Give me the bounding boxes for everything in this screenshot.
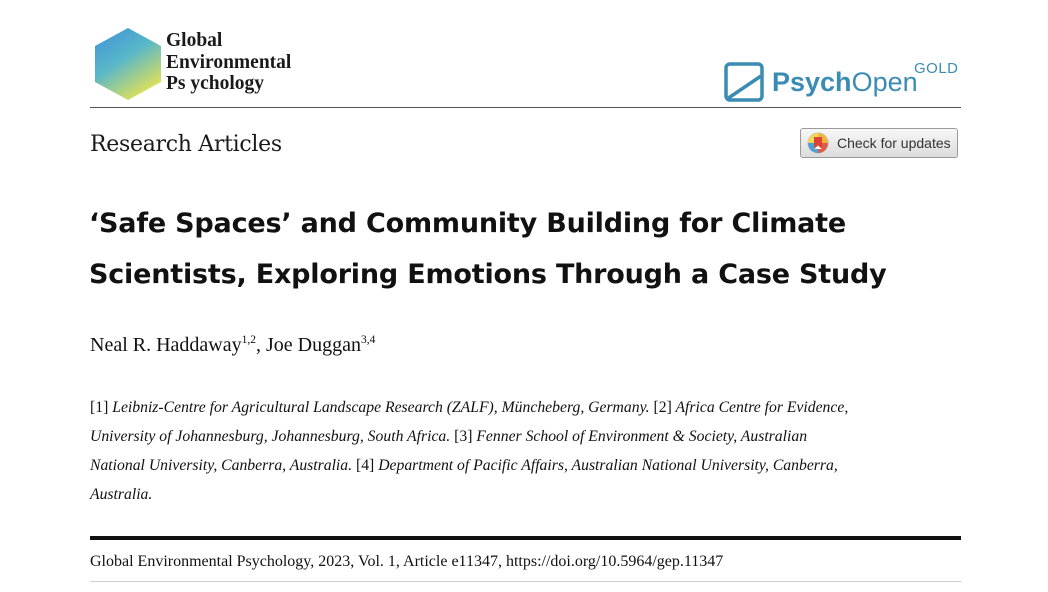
footer-divider <box>90 581 961 582</box>
author-separator: , <box>256 334 266 356</box>
affiliation-line <box>90 480 960 509</box>
affiliation-text: Africa Centre for Evidence, <box>671 399 849 416</box>
article-title-line: Scientists, Exploring Emotions Through a Case Study <box>89 259 887 290</box>
affiliation-text: University of Johannesburg, Johannesburg, South Africa. <box>90 428 455 445</box>
publisher-name-bold: Psych <box>772 67 852 97</box>
author-list <box>90 332 375 361</box>
article-title <box>89 198 969 300</box>
citation-divider <box>90 536 961 540</box>
citation-line <box>90 551 723 573</box>
journal-name-line: Ps ychology <box>166 73 265 94</box>
affiliation-number: [4] <box>355 457 375 474</box>
article-title-line: ‘Safe Spaces’ and Community Building for Climate <box>89 208 846 239</box>
check-for-updates-button[interactable] <box>800 128 958 158</box>
journal-name-line: Global <box>166 30 223 51</box>
affiliation-line <box>90 422 960 451</box>
doi-link[interactable]: https://doi.org/10.5964/gep.11347 <box>505 553 724 570</box>
header-divider <box>90 107 961 108</box>
affiliation-number: [1] <box>90 399 109 416</box>
author-affiliation-ref: 3,4 <box>360 334 376 346</box>
affiliation-text: Australia. <box>90 486 153 503</box>
affiliation-text: National University, Canberra, Australia. <box>90 457 356 474</box>
author-affiliation-ref: 1,2 <box>241 334 256 346</box>
author-name: Joe Duggan <box>266 334 361 356</box>
author-name: Neal R. Haddaway <box>90 334 242 356</box>
journal-name-line: Environmental <box>166 51 292 73</box>
affiliation-number: [2] <box>653 399 672 416</box>
journal-name <box>166 30 336 95</box>
citation-text: Global Environmental Psychology, 2023, Vol. 1, Article e11347, <box>90 553 506 570</box>
journal-logo-hexagon <box>93 27 163 101</box>
check-for-updates-label: Check for updates <box>837 135 951 151</box>
affiliation-text: Fenner School of Environment & Society, Australian <box>472 428 808 445</box>
affiliations <box>90 393 960 509</box>
affiliation-number: [3] <box>454 428 473 445</box>
publisher-name-regular: Open <box>851 67 918 97</box>
affiliation-line <box>90 393 960 422</box>
affiliation-text: Leibniz-Centre for Agricultural Landscape Research (ZALF), Müncheberg, Germany. <box>108 399 654 416</box>
publisher-logo-icon <box>724 62 764 102</box>
affiliation-line <box>90 451 960 480</box>
affiliation-text: Department of Pacific Affairs, Australian National University, Canberra, <box>374 457 838 474</box>
crossmark-icon <box>807 132 829 154</box>
publisher-tier: GOLD <box>914 60 959 77</box>
section-label: Research Articles <box>90 132 282 157</box>
publisher-name <box>772 66 918 98</box>
